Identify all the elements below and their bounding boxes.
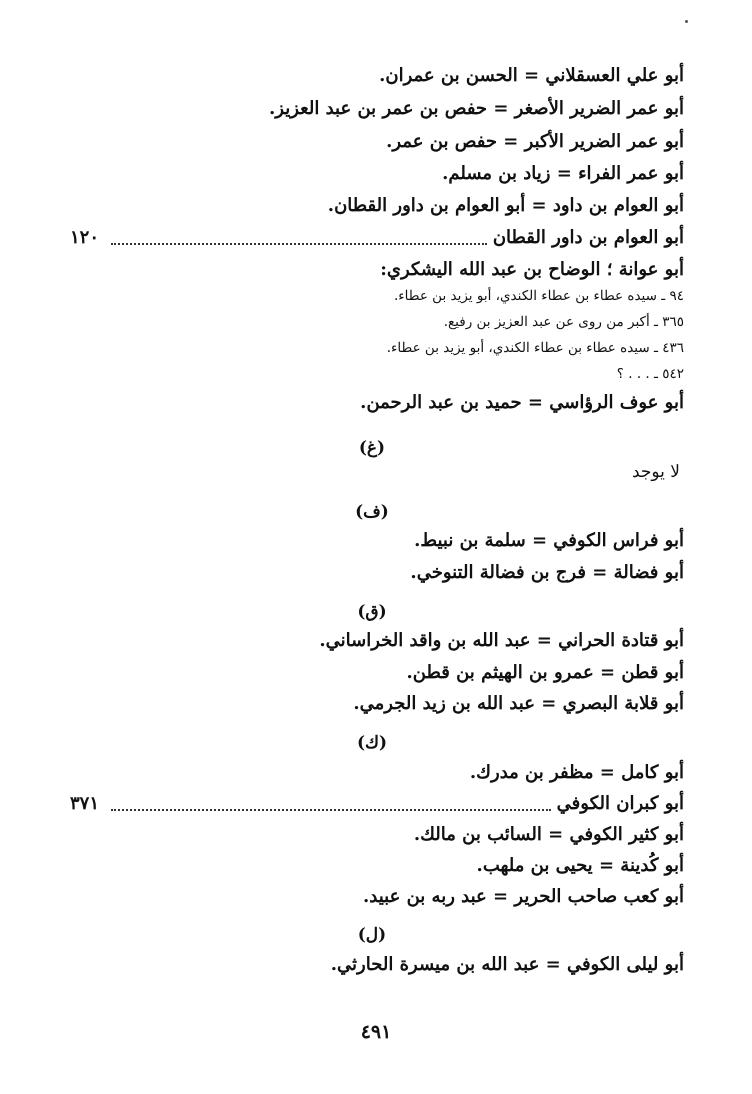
index-entry: أبو قتادة الحراني = عبد الله بن واقد الخراساني.: [319, 630, 684, 651]
index-entry: أبو قلابة البصري = عبد الله بن زيد الجرمي.: [353, 693, 684, 714]
index-entry: أبو فضالة = فرج بن فضالة التنوخي.: [410, 562, 684, 583]
sub-entry: ٥٤٢ ـ . . . ؟: [616, 366, 684, 382]
index-entry: أبو كُدينة = يحيى بن ملهب.: [476, 855, 684, 876]
index-entry: أبو عوف الرؤاسي = حميد بن عبد الرحمن.: [360, 392, 684, 413]
index-entry: أبو علي العسقلاني = الحسن بن عمران.: [379, 65, 684, 86]
index-entry: أبو عمر الضرير الأصغر = حفص بن عمر بن عبد العزيز.: [269, 98, 684, 119]
index-entry-with-page: [70, 790, 684, 818]
sub-entry: ٣٦٥ ـ أكبر من روى عن عبد العزيز بن رفيع.: [443, 314, 684, 330]
index-entry: أبو قطن = عمرو بن الهيثم بن قطن.: [406, 662, 684, 683]
dot-leader: [111, 809, 551, 811]
entry-text: أبو كبران الكوفي: [556, 793, 684, 814]
entry-page-ref: ١٢٠: [70, 227, 100, 248]
index-entry: أبو فراس الكوفي = سلمة بن نبيط.: [414, 530, 684, 551]
sub-entry: ٩٤ ـ سيده عطاء بن عطاء الكندي، أبو يزيد بن عطاء.: [394, 288, 684, 304]
index-entry: أبو ليلى الكوفي = عبد الله بن ميسرة الحارثي.: [330, 954, 684, 975]
sub-entry: ٤٣٦ ـ سيده عطاء بن عطاء الكندي، أبو يزيد بن عطاء.: [386, 340, 684, 356]
index-entry: أبو عوانة ؛ الوضاح بن عبد الله اليشكري:: [380, 259, 684, 280]
section-letter: (ل): [357, 925, 387, 945]
index-entry: أبو عمر الفراء = زياد بن مسلم.: [442, 163, 684, 184]
index-entry: أبو كثير الكوفي = السائب بن مالك.: [413, 824, 684, 845]
section-letter: (ك): [356, 733, 388, 753]
scan-speck: [685, 20, 688, 23]
index-entry: أبو كامل = مظفر بن مدرك.: [469, 762, 684, 783]
index-entry: أبو كعب صاحب الحرير = عبد ربه بن عبيد.: [362, 886, 684, 907]
entry-text: أبو العوام بن داور القطان: [492, 227, 684, 248]
section-letter: (ف): [355, 502, 389, 522]
section-letter: (غ): [358, 438, 386, 458]
index-entry: أبو العوام بن داود = أبو العوام بن داور القطان.: [327, 195, 684, 216]
index-entry-with-page: [70, 224, 684, 252]
none-note: لا يوجد: [631, 462, 680, 482]
entry-page-ref: ٣٧١: [70, 793, 100, 814]
section-letter: (ق): [357, 602, 387, 622]
dot-leader: [111, 243, 487, 245]
page-number: ٤٩١: [360, 1021, 392, 1043]
index-entry: أبو عمر الضرير الأكبر = حفص بن عمر.: [386, 131, 684, 152]
